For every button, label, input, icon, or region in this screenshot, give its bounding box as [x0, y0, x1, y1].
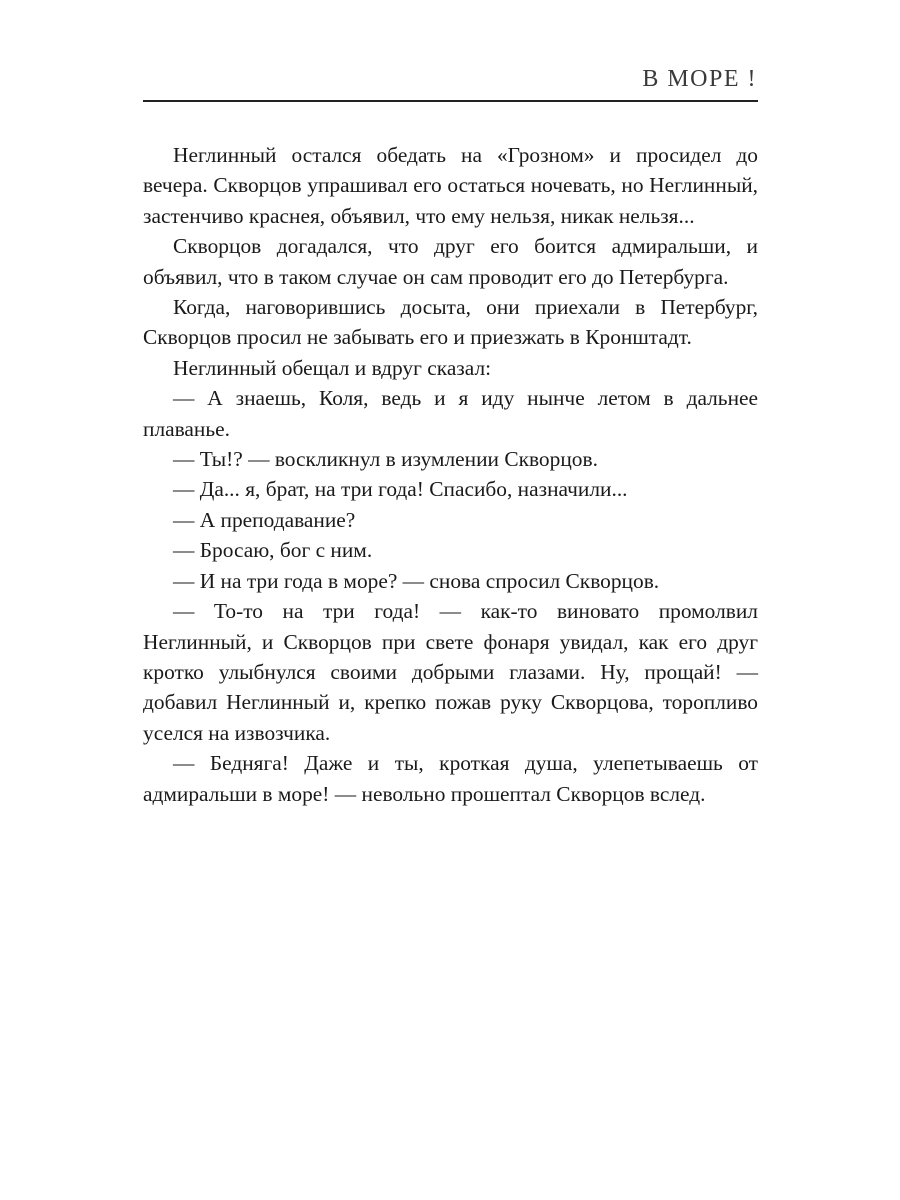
paragraph-11: — То-то на три года! — как-то виновато промолвил Неглинный, и Скворцов при свете фонаря увидал, как его друг кротко улыбнулся своими добрыми глазами. Ну, прощай! — добавил Неглинный и, крепко пожав руку Скворцова, торопливо уселся на извозчика. — [143, 599, 758, 745]
paragraph-6: — Ты!? — воскликнул в изумлении Скворцов. — [173, 447, 598, 472]
paragraph-12: — Бедняга! Даже и ты, кроткая душа, улепетываешь от адмиральши в море! — невольно прошептал Скворцов вслед. — [143, 751, 758, 806]
paragraph-5: — А знаешь, Коля, ведь и я иду нынче летом в дальнее плаванье. — [143, 386, 758, 441]
paragraph-4: Неглинный обещал и вдруг сказал: — [173, 355, 492, 380]
running-head-title: В МОРЕ ! — [642, 66, 757, 92]
header-rule — [143, 100, 758, 102]
paragraph-2: Скворцов догадался, что друг его боится адмиральши, и объявил, что в таком случае он сам проводит его до Петербурга. — [143, 234, 758, 289]
paragraph-1: Неглинный остался обедать на «Грозном» и просидел до вечера. Скворцов упрашивал его остаться ночевать, но Неглинный, застенчиво краснея, объявил, что ему нельзя, никак нельзя... — [143, 143, 758, 228]
paragraph-3: Когда, наговорившись досыта, они приехали в Петербург, Скворцов просил не забывать его и приезжать в Кронштадт. — [143, 295, 758, 350]
paragraph-8: — А преподавание? — [173, 507, 356, 532]
paragraph-7: — Да... я, брат, на три года! Спасибо, назначили... — [173, 477, 628, 502]
paragraph-10: — И на три года в море? — снова спросил Скворцов. — [173, 568, 660, 593]
paragraph-9: — Бросаю, бог с ним. — [173, 538, 373, 563]
text-body — [143, 140, 758, 809]
